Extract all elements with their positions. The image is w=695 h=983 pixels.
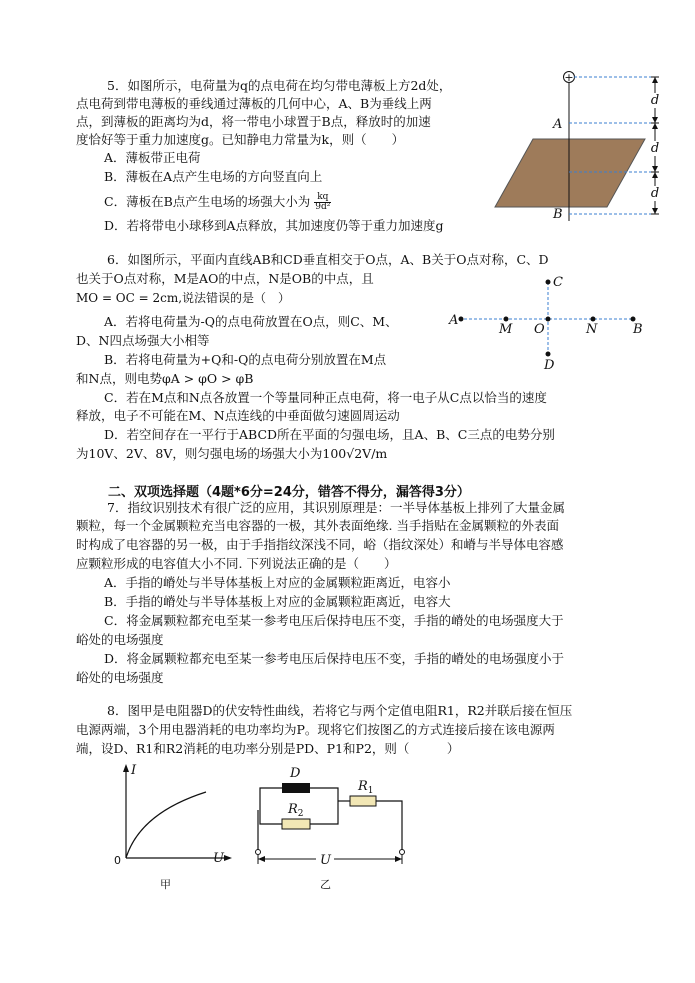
q6-line-1: 6．如图所示，平面内直线AB和CD垂直相交于O点，A、B关于O点对称，C、D: [107, 252, 549, 267]
fraction-numerator: kq: [314, 193, 331, 203]
q6-option-c-cont: 释放，电子不可能在M、N点连线的中垂面做匀速圆周运动: [76, 408, 400, 423]
terminal-right: [400, 850, 405, 855]
q7-option-c: C．将金属颗粒都充电至某一参考电压后保持电压不变，手指的嵴处的电场强度大于: [104, 613, 564, 628]
q5-option-c-fraction: [314, 193, 331, 212]
point-b-label: B: [553, 207, 563, 222]
section-2-title: 二、双项选择题（4题*6分=24分，错答不得分，漏答得3分）: [108, 485, 470, 500]
q7-option-c-cont: 峪处的电场强度: [76, 632, 164, 647]
q8-line-3: 端，设D、R1和R2消耗的电功率分别是PD、P1和P2，则（ ）: [76, 741, 460, 756]
label-o: O: [534, 322, 545, 337]
label-r1: $R_1$: [358, 779, 374, 796]
q5-line-2: 点电荷到带电薄板的垂线通过薄板的几何中心，A、B为垂线上两: [76, 96, 432, 111]
q7-option-b: B．手指的嵴处与半导体基板上对应的金属颗粒距离近，电容大: [104, 594, 451, 609]
q6-option-b-cont: 和N点，则电势φA > φO > φB: [76, 371, 254, 386]
q5-option-c-text: C．薄板在B点产生电场的场强大小为: [104, 194, 311, 209]
circuit-diagram: [250, 758, 415, 898]
q5-option-c: [104, 193, 331, 212]
q6-option-c: C．若在M点和N点各放置一个等量同种正点电荷，将一电子从C点以恰当的速度: [104, 390, 547, 405]
q5-line-4: 度恰好等于重力加速度g。已知静电力常量为k，则（ ）: [76, 132, 405, 147]
diode-d: [282, 783, 310, 793]
label-b: B: [633, 322, 643, 337]
q8-line-1: 8．图甲是电阻器D的伏安特性曲线，若将它与两个定值电阻R1，R2并联后接在恒压: [107, 703, 573, 718]
q7-line-2: 颗粒，每一个金属颗粒充当电容器的一极，其外表面绝缘. 当手指贴在金属颗粒的外表面: [76, 518, 559, 533]
q7-line-1: 7．指纹识别技术有很广泛的应用，其识别原理是：一半导体基板上排列了大量金属: [107, 500, 565, 515]
q5-line-1: 5．如图所示，电荷量为q的点电荷在均匀带电薄板上方2d处，: [107, 78, 452, 93]
distance-label-1: d: [650, 93, 660, 108]
x-axis-label: U: [213, 851, 224, 866]
q7-option-d: D．将金属颗粒都充电至某一参考电压后保持电压不变，手指的嵴处的电场强度小于: [104, 651, 565, 666]
q5-option-b: B．薄板在A点产生电场的方向竖直向上: [104, 169, 323, 184]
q6-line-2: 也关于O点对称，M是AO的中点，N是OB的中点，且: [76, 271, 374, 286]
terminal-left: [256, 850, 261, 855]
label-d: D: [290, 766, 301, 781]
circuit-caption: 乙: [320, 878, 331, 891]
q8-line-2: 电源两端，3个用电器消耗的电功率均为P。现将它们按图乙的方式连接后接在该电源两: [76, 722, 555, 737]
q6-option-d: D．若空间存在一平行于ABCD所在平面的匀强电场，且A、B、C三点的电势分别: [104, 427, 555, 442]
label-a: A: [449, 313, 459, 328]
q5-line-3: 点，到薄板的距离均为d，将一带电小球置于B点，释放时的加速: [76, 114, 431, 129]
q7-line-4: 应颗粒形成的电容值大小不同. 下列说法正确的是（ ）: [76, 556, 397, 571]
label-r2: $R_2$: [288, 802, 304, 819]
label-c: C: [553, 275, 563, 290]
graph-caption: 甲: [160, 878, 171, 891]
label-d: D: [544, 358, 555, 373]
y-axis-label: I: [131, 763, 137, 778]
resistor-r2: [282, 819, 310, 829]
origin-label: 0: [114, 854, 121, 867]
distance-label-2: d: [650, 141, 660, 156]
resistor-r1: [350, 796, 376, 806]
point-a-label: A: [553, 117, 563, 132]
q7-option-a: A．手指的嵴处与半导体基板上对应的金属颗粒距离近，电容小: [104, 575, 451, 590]
label-n: N: [586, 322, 598, 337]
q7-option-d-cont: 峪处的电场强度: [76, 670, 164, 685]
label-u: U: [320, 853, 331, 868]
q6-option-a-cont: D、N四点场强大小相等: [76, 333, 210, 348]
q5-option-a: A．薄板带正电荷: [104, 150, 201, 165]
q6-line-3: MO = OC = 2cm,说法错误的是（ ）: [76, 291, 291, 305]
plus-sign: +: [564, 71, 574, 84]
charged-plate: [495, 139, 645, 207]
q6-option-d-cont: 为10V、2V、8V，则匀强电场的场强大小为100√2V/m: [76, 446, 388, 461]
q6-option-a: A．若将电荷量为-Q的点电荷放置在O点，则C、M、: [104, 314, 398, 329]
q6-figure: [449, 270, 655, 373]
iv-graph: [108, 758, 238, 898]
q5-option-d: D．若将带电小球移到A点释放，其加速度仍等于重力加速度g: [104, 218, 444, 233]
q7-line-3: 时构成了电容器的另一极，由于手指指纹深浅不同，峪（指纹深处）和嵴与半导体电容感: [76, 537, 564, 552]
distance-label-3: d: [650, 186, 660, 201]
q6-option-b: B．若将电荷量为+Q和-Q的点电荷分别放置在M点: [104, 352, 387, 367]
fraction-denominator: 9d²: [315, 202, 331, 212]
q5-figure: [495, 66, 675, 226]
iv-curve: [126, 792, 206, 858]
label-m: M: [499, 322, 513, 337]
